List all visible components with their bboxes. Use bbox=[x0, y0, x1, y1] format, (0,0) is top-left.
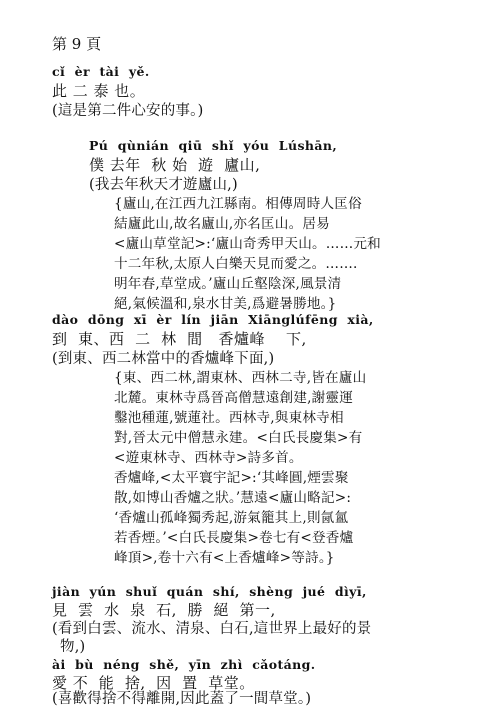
section-2-note-line: {東、西二林,謂東林、西林二寺,皆在廬山 bbox=[114, 370, 367, 386]
section-0-pinyin: cǐ èr tài yě. bbox=[52, 64, 150, 79]
section-4-hanzi: 愛 不 能 捨, 因 置 草堂。 bbox=[52, 674, 255, 692]
section-1-hanzi: 僕 去年 秋 始 遊 廬山, bbox=[89, 156, 261, 174]
page-label: 第 9 頁 bbox=[52, 35, 102, 53]
section-1-note-line: <廬山草堂記>:‘廬山奇秀甲天山。……元和 bbox=[114, 236, 381, 252]
section-2-note-line: 香爐峰,<太平寰宇記>:‘其峰圓,煙雲聚 bbox=[114, 470, 349, 486]
section-3-hanzi: 見 雲 水 泉 石, 勝 絕 第一, bbox=[52, 601, 276, 619]
section-1-note-line: {廬山,在江西九江縣南。相傳周時人匡俗 bbox=[114, 196, 362, 212]
section-1-note-line: 明年春,草堂成。’廬山丘壑陰深,風景清 bbox=[114, 276, 342, 292]
section-2-note-line: ‘香爐山孤峰獨秀起,游氣籠其上,則氤氳 bbox=[114, 510, 349, 526]
section-3-translation-line: 物,) bbox=[60, 639, 86, 655]
section-3-translation-line: (看到白雲、流水、清泉、白石,這世界上最好的景 bbox=[52, 621, 372, 637]
section-1-translation: (我去年秋天才遊廬山,) bbox=[89, 177, 238, 193]
section-2-note-line: <遊東林寺、西林寺>詩多首。 bbox=[114, 450, 303, 466]
section-1-note-line: 十二年秋,太原人白樂天見而愛之。……. bbox=[114, 256, 358, 272]
section-2-note-line: 鑿池種蓮,號蓮社。西林寺,與東林寺相 bbox=[114, 410, 344, 426]
section-0-hanzi: 此 二 泰 也。 bbox=[52, 82, 146, 100]
section-4-translation: (喜歡得捨不得離開,因此蓋了一間草堂。) bbox=[52, 691, 312, 707]
section-2-note-line: 對,晉太元中僧慧永建。<白氏長慶集>有 bbox=[114, 430, 363, 446]
section-2-note-line: 北麓。東林寺爲晉高僧慧遠創建,謝靈運 bbox=[114, 390, 354, 406]
section-2-note-line: 散,如博山香爐之狀。’慧遠<廬山略記>: bbox=[114, 490, 352, 506]
section-2-note-line: 峰頂>,卷十六有<上香爐峰>等詩。} bbox=[114, 550, 335, 566]
section-2-pinyin: dào dōng xī èr lín jiān Xiānglúfēng xià, bbox=[52, 312, 374, 327]
section-1-pinyin: Pú qùnián qiū shǐ yóu Lúshān, bbox=[89, 138, 338, 153]
section-3-pinyin: jiàn yún shuǐ quán shí, shèng jué dìyī, bbox=[52, 584, 367, 599]
section-1-note-line: 結廬此山,故名廬山,亦名匡山。居易 bbox=[114, 216, 330, 232]
section-2-hanzi: 到 東、西 二 林 間 香爐峰 下, bbox=[52, 330, 307, 348]
section-2-translation: (到東、西二林當中的香爐峰下面,) bbox=[52, 351, 275, 367]
section-2-note-line: 若香煙。’<白氏長慶集>卷七有<登香爐 bbox=[114, 530, 354, 546]
section-1-note-line: 絕,氣候溫和,泉水甘美,爲避暑勝地。} bbox=[114, 296, 337, 312]
section-4-pinyin: ài bù néng shě, yīn zhì cǎotáng. bbox=[52, 657, 316, 672]
section-0-translation: (這是第二件心安的事。) bbox=[52, 103, 204, 119]
